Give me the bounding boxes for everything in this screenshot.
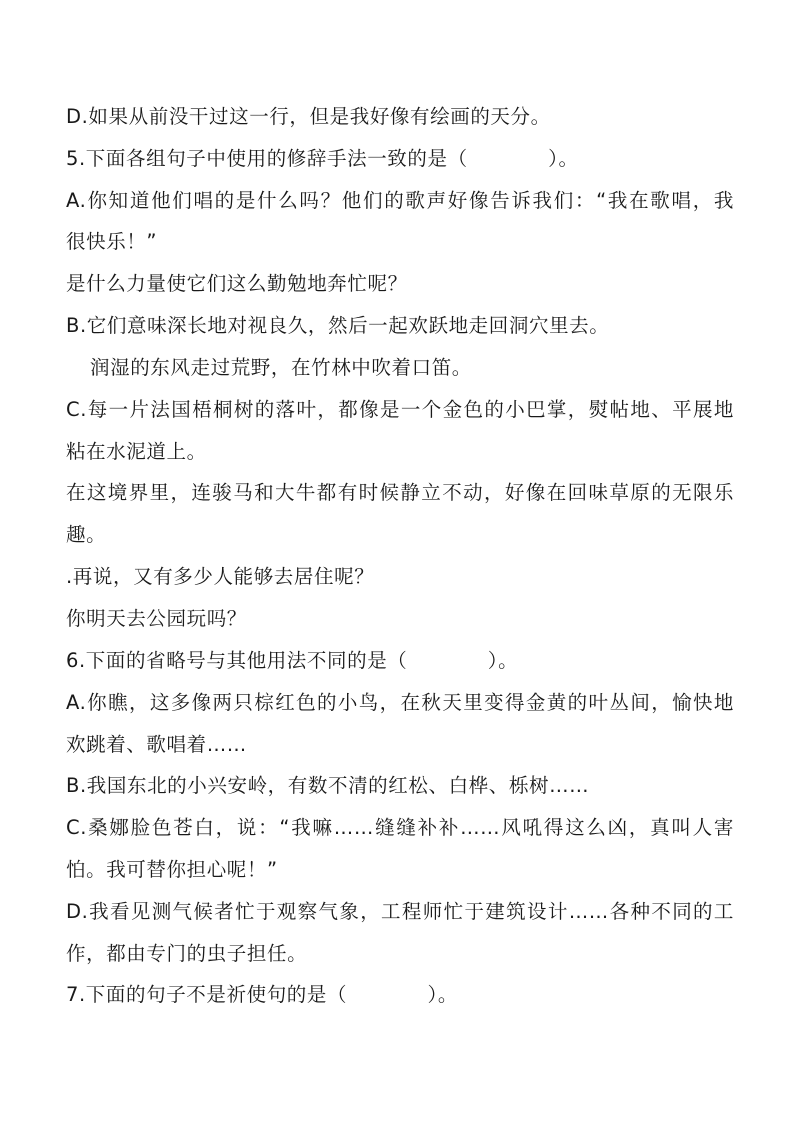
option-6a-line-1: A.你瞧，这多像两只棕红色的小鸟，在秋天里变得金黄的叶丛间，愉快地 — [66, 691, 734, 714]
option-6c-line-1: C.桑娜脸色苍白，说：“我嘛……缝缝补补……风吼得这么凶，真叫人害 — [66, 816, 734, 839]
option-5d-line: D.如果从前没干过这一行，但是我好像有绘画的天分。 — [66, 105, 551, 128]
option-6a-line-2: 欢跳着、歌唱着…… — [66, 733, 247, 756]
question-5: 5.下面各组句子中使用的修辞手法一致的是（ ）。 — [66, 147, 579, 170]
option-6c-line-2: 怕。我可替你担心呢！” — [66, 858, 278, 881]
option-5c-line-3: 在这境界里，连骏马和大牛都有时候静立不动，好像在回味草原的无限乐 — [66, 481, 734, 504]
option-5a-line-2: 很快乐！” — [66, 230, 158, 253]
option-5c-line-4: 趣。 — [66, 523, 107, 546]
option-5c-line-1: C.每一片法国梧桐树的落叶，都像是一个金色的小巴掌，熨帖地、平展地 — [66, 398, 734, 421]
option-5c-line-2: 粘在水泥道上。 — [66, 440, 207, 463]
option-6b-line: B.我国东北的小兴安岭，有数不清的红松、白桦、栎树…… — [66, 774, 590, 797]
option-6d-line-1: D.我看见测气候者忙于观察气象，工程师忙于建筑设计……各种不同的工 — [66, 900, 734, 923]
option-6d-line-2: 作，都由专门的虫子担任。 — [66, 942, 308, 965]
option-5b-line-1: B.它们意味深长地对视良久，然后一起欢跃地走回洞穴里去。 — [66, 314, 610, 337]
question-6: 6.下面的省略号与其他用法不同的是（ ）。 — [66, 649, 519, 672]
option-5d-line-2: 你明天去公园玩吗？ — [66, 607, 247, 630]
question-7: 7.下面的句子不是祈使句的是（ ）。 — [66, 983, 458, 1006]
option-5a-line-1: A.你知道他们唱的是什么吗？他们的歌声好像告诉我们：“我在歌唱，我 — [66, 189, 734, 212]
option-5d-line-1: .再说，又有多少人能够去居住呢？ — [66, 565, 375, 588]
option-5b-line-2: 润湿的东风走过荒野，在竹林中吹着口笛。 — [90, 356, 472, 379]
option-5a-line-3: 是什么力量使它们这么勤勉地奔忙呢？ — [66, 272, 408, 295]
